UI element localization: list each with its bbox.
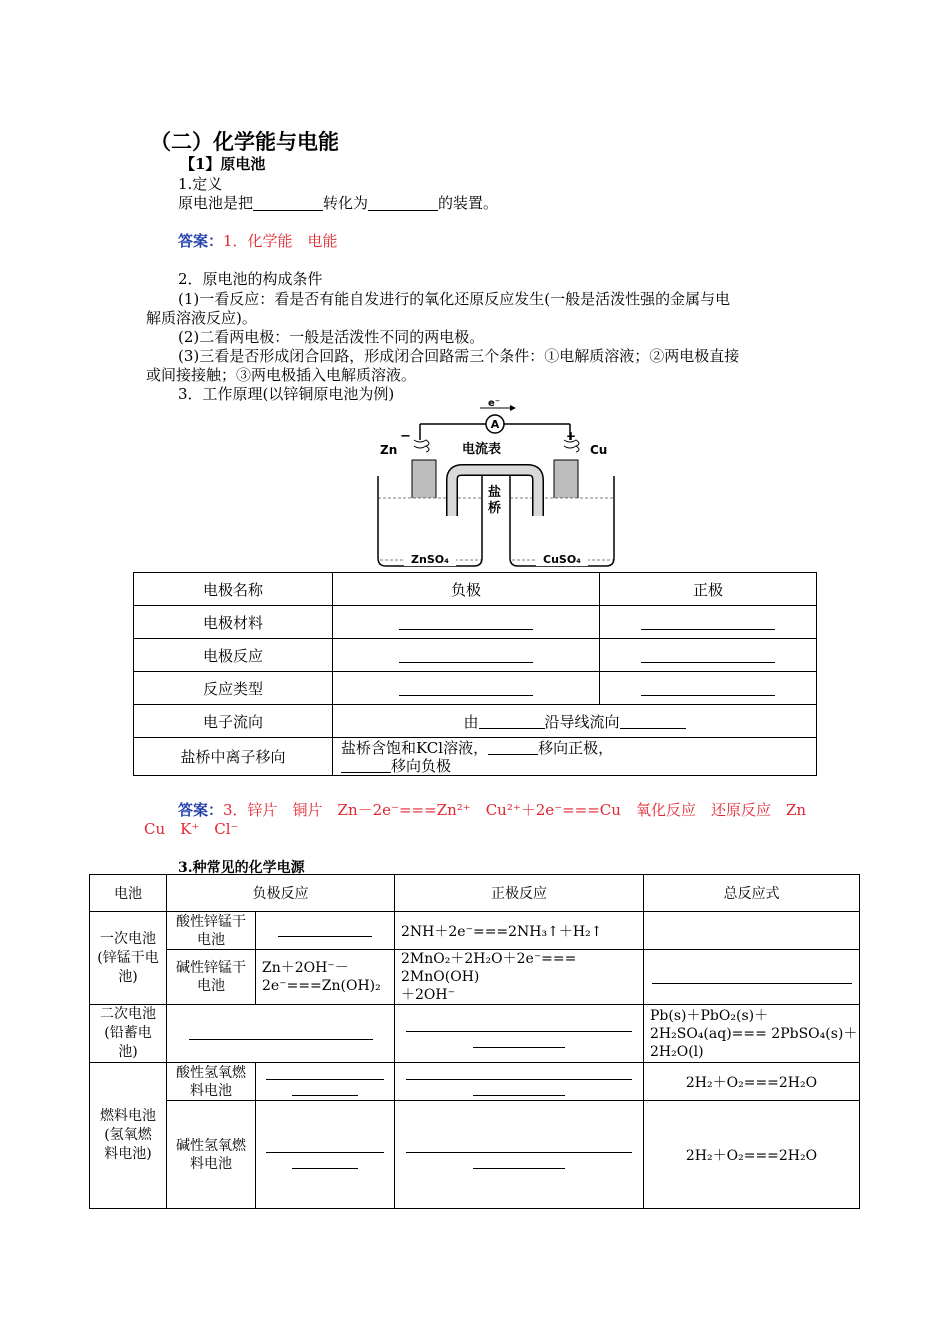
power-sources-table: [89, 874, 860, 1209]
znso4-label: ZnSO₄: [411, 553, 449, 566]
section-title: （二）化学能与电能: [150, 129, 339, 154]
answer-1: 答案：1．化学能 电能: [178, 232, 338, 250]
blank: [368, 198, 438, 211]
table-header: 电极名称: [134, 573, 333, 606]
table-row: 燃料电池(氢氧燃料电池) 酸性氢氧燃料电池 2H₂＋O₂===2H₂O: [90, 1063, 860, 1101]
blank: [641, 683, 775, 696]
conditions-heading: 2．原电池的构成条件: [178, 270, 323, 288]
blank: [253, 198, 323, 211]
condition-3b: 或间接接触；③两电极插入电解质溶液。: [146, 366, 417, 384]
answer-3-line1: 答案：3．锌片 铜片 Zn－2e⁻===Zn²⁺ Cu²⁺＋2e⁻===Cu 氧化反应 还原反应 Zn: [178, 801, 807, 819]
galvanic-cell-diagram: [370, 398, 620, 570]
blank: [399, 683, 533, 696]
table-row: 电极反应: [134, 639, 817, 672]
power-sources-heading: 3.种常见的化学电源: [178, 860, 305, 876]
blank: [399, 617, 533, 630]
ammeter-label: A: [490, 418, 500, 431]
table-row: 二次电池(铅蓄电池) Pb(s)＋PbO₂(s)＋ 2H₂SO₄(aq)=== 2PbSO₄(s)＋ 2H₂O(l): [90, 1005, 860, 1063]
condition-1a: (1)一看反应：看是否有能自发进行的氧化还原反应发生(一般是活泼性强的金属与电: [178, 290, 731, 308]
blank: [399, 650, 533, 663]
cu-label: Cu: [590, 443, 608, 457]
table-header: 正极反应: [395, 875, 644, 912]
table-row: 碱性氢氧燃料电池 2H₂＋O₂===2H₂O: [90, 1101, 860, 1209]
bridge-label-2: 桥: [488, 501, 502, 516]
arrow-right-icon: [510, 405, 516, 411]
table-header: 负极反应: [167, 875, 395, 912]
table-row: 电子流向 由 沿导线流向: [134, 705, 817, 738]
definition-heading: 1.定义: [178, 175, 223, 193]
blank: [641, 617, 775, 630]
table-row: 电极材料: [134, 606, 817, 639]
condition-1b: 解质溶液反应)。: [146, 309, 257, 327]
table-row: 盐桥中离子移向 盐桥含饱和KCl溶液， 移向正极， 移向负极: [134, 738, 817, 776]
table-row: 碱性锌锰干电池 Zn＋2OH⁻－ 2e⁻===Zn(OH)₂ 2MnO₂＋2H₂O＋2e⁻=== 2MnO(OH) ＋2OH⁻: [90, 950, 860, 1005]
minus-sign: −: [400, 429, 411, 444]
meter-label: 电流表: [462, 442, 502, 457]
definition-text: 原电池是把 转化为 的装置。: [178, 194, 499, 212]
electrode-table: [133, 572, 817, 776]
plus-sign: +: [566, 429, 577, 443]
principle-heading: 3．工作原理(以锌铜原电池为例): [178, 385, 395, 403]
condition-2: (2)二看两电极：一般是活泼性不同的两电极。: [178, 328, 485, 346]
subsection-title: 【1】原电池: [180, 155, 266, 173]
condition-3a: (3)三看是否形成闭合回路，形成闭合回路需三个条件：①电解质溶液；②两电极直接: [178, 347, 740, 365]
bridge-label-1: 盐: [488, 485, 502, 500]
answer-3-line2: Cu K⁺ Cl⁻: [144, 820, 239, 838]
zn-label: Zn: [380, 443, 398, 457]
blank: [641, 650, 775, 663]
table-header: 正极: [600, 573, 817, 606]
table-row: 一次电池(锌锰干电池) 酸性锌锰干电池 2NH＋2e⁻===2NH₃↑＋H₂↑: [90, 912, 860, 950]
cuso4-label: CuSO₄: [543, 553, 581, 566]
table-header: 电池: [90, 875, 167, 912]
table-row: 反应类型: [134, 672, 817, 705]
table-header: 总反应式: [644, 875, 860, 912]
electron-label: e⁻: [488, 398, 501, 409]
table-header: 负极: [333, 573, 600, 606]
